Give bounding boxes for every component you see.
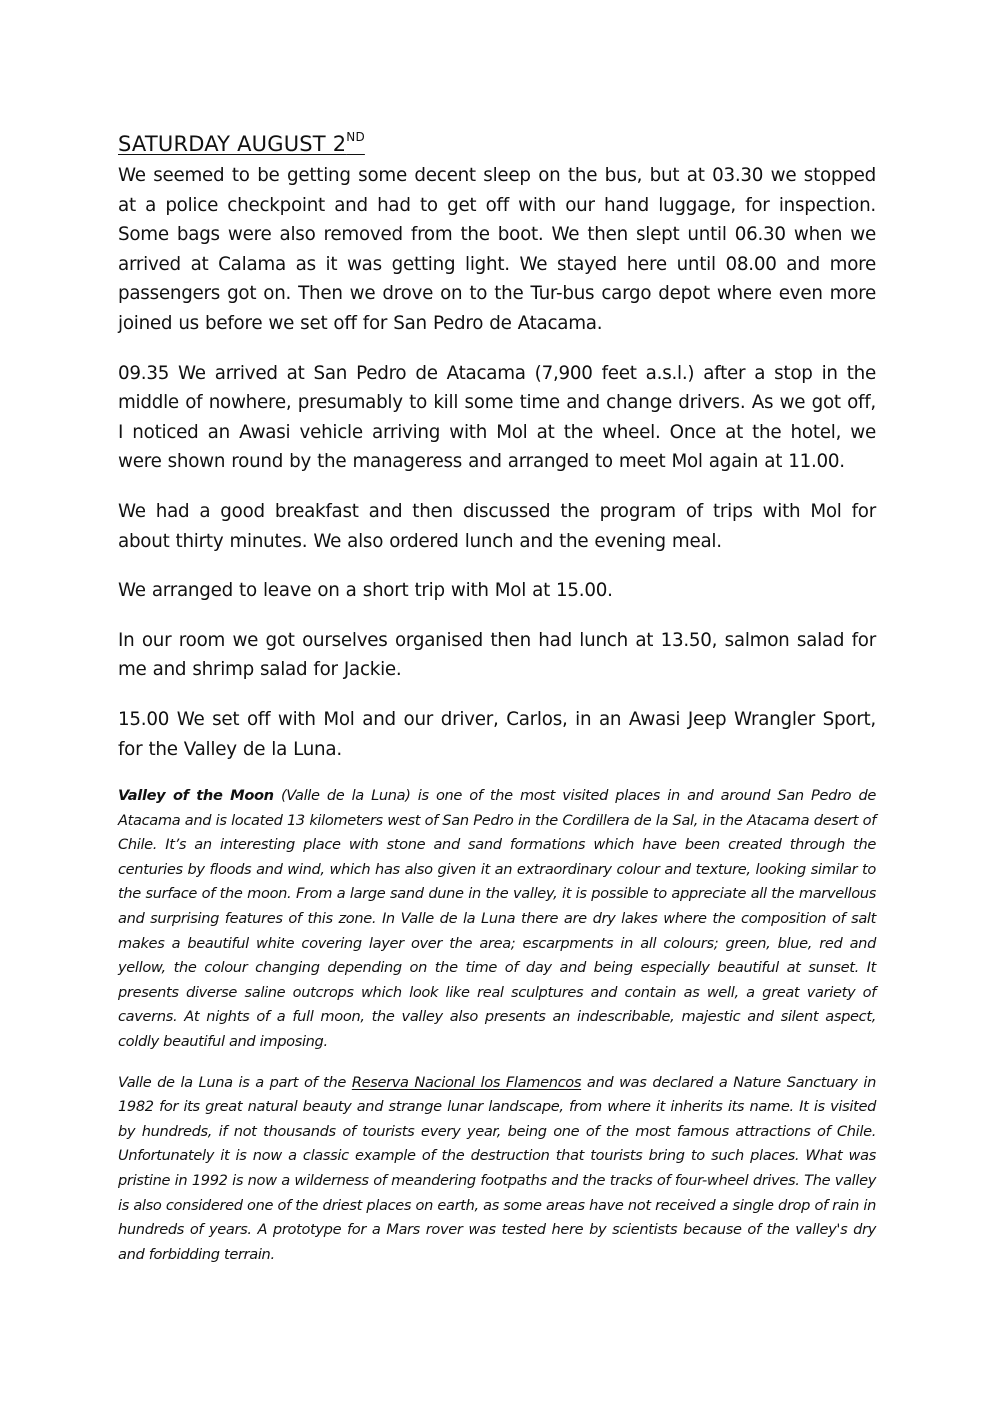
note-prefix-text: Valle de la Luna is a part of the	[118, 1073, 352, 1091]
date-heading-superscript: ND	[346, 130, 365, 144]
paragraph-trip-arrangement: We arranged to leave on a short trip with Mol at 15.00.	[118, 580, 613, 602]
paragraph-arrival: 09.35 We arrived at San Pedro de Atacama (7,900 feet a.s.l.) after a stop in the middle of nowhere, presumably to kill some time and change drivers. As we got off, I noticed an Awasi vehicle arriving with Mol at the wheel. Once at the hotel, we were shown round by the manageress and arranged to meet Mol again at 11.00.	[118, 362, 876, 473]
page-content	[118, 130, 876, 1283]
paragraph-lunch: In our room we got ourselves organised then had lunch at 13.50, salmon salad for me and shrimp salad for Jackie.	[118, 629, 876, 681]
reserva-nacional-link: Reserva Nacional los Flamencos	[351, 1073, 582, 1091]
note-valley-of-the-moon	[118, 784, 876, 1055]
date-heading-text: SATURDAY AUGUST 2	[118, 132, 347, 156]
note-bold-term: Valley of the Moon	[118, 787, 274, 805]
paragraph-bus-journey: We seemed to be getting some decent sleep on the bus, but at 03.30 we stopped at a police checkpoint and had to get off with our hand luggage, for inspection. Some bags were also removed from the boot. We then slept until 06.30 when we arrived at Calama as it was getting light. We stayed here until 08.00 and more passengers got on. Then we drove on to the Tur-bus cargo depot where even more joined us before we set off for San Pedro de Atacama.	[118, 165, 876, 334]
date-heading	[118, 130, 876, 158]
note-reserva-nacional	[118, 1071, 876, 1268]
paragraph-breakfast: We had a good breakfast and then discussed the program of trips with Mol for about thirty minutes. We also ordered lunch and the evening meal.	[118, 500, 876, 552]
paragraph-departure: 15.00 We set off with Mol and our driver, Carlos, in an Awasi Jeep Wrangler Sport, for the Valley de la Luna.	[118, 708, 876, 760]
note-body-text: (Valle de la Luna) is one of the most visited places in and around San Pedro de Atacama and is located 13 kilometers west of San Pedro in the Cordillera de la Sal, in the Atacama desert of Chile. It’s an interesting place with stone and sand formations which have been created through the centuries by floods and wind, which has also given it an extraordinary colour and texture, looking similar to the surface of the moon. From a large sand dune in the valley, it is possible to appreciate all the marvellous and surprising features of this zone. In Valle de la Luna there are dry lakes where the composition of salt makes a beautiful white covering layer over the area; escarpments in all colours; green, blue, red and yellow, the colour changing depending on the time of day and being especially beautiful at sunset. It presents diverse saline outcrops which look like real sculptures and contain as well, a great variety of caverns. At nights of a full moon, the valley also presents an indescribable, majestic and silent aspect, coldly beautiful and imposing.	[118, 787, 876, 1051]
note-suffix-text: and was declared a Nature Sanctuary in 1982 for its great natural beauty and strange lunar landscape, from where it inherits its name. It is visited by hundreds, if not thousands of tourists every year, being one of the most famous attractions of Chile. Unfortunately it is now a classic example of the destruction that tourists bring to such places. What was pristine in 1992 is now a wilderness of meandering footpaths and the tracks of four-wheel drives. The valley is also considered one of the driest places on earth, as some areas have not received a single drop of rain in hundreds of years. A prototype for a Mars rover was tested here by scientists because of the valley's dry and forbidding terrain.	[118, 1073, 876, 1263]
